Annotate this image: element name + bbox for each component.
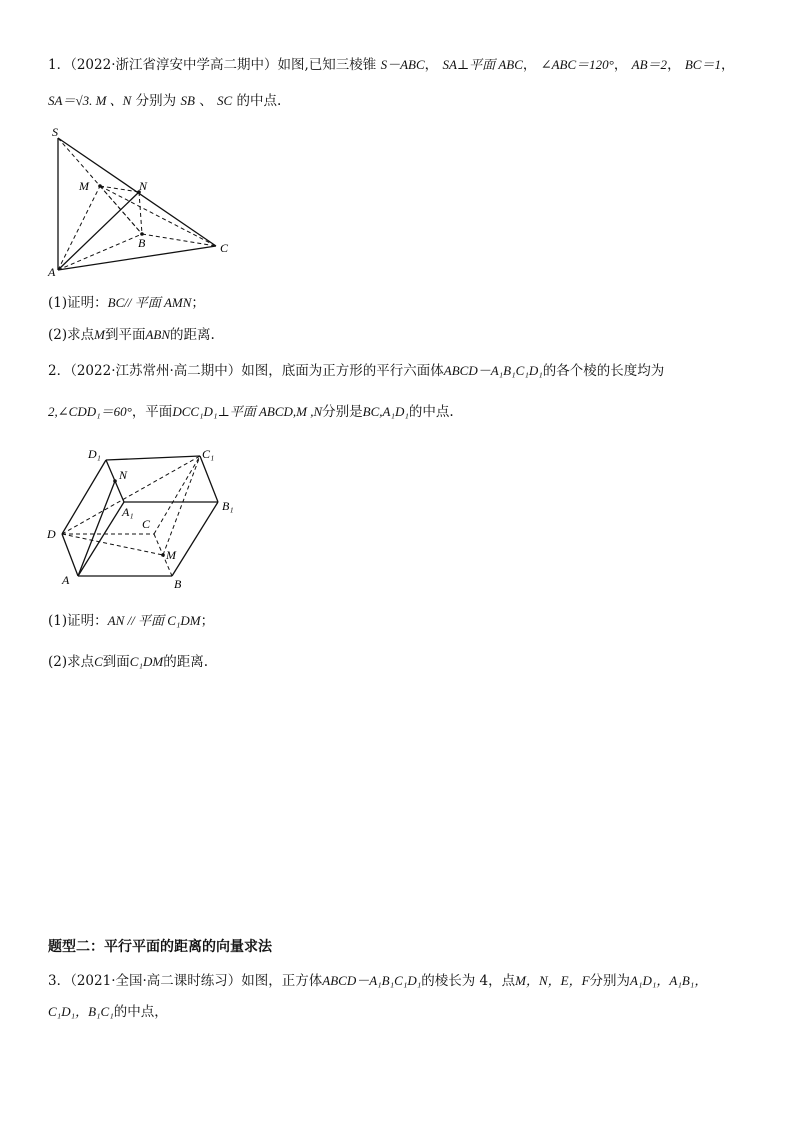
label-B2: B [174,577,182,591]
problem3-line2: C₁D₁，B₁C₁的中点， [48,1004,168,1020]
problem2-q2: (2)求点C到面C₁DM的距离. [48,654,209,670]
label-D1: D₁ [88,447,101,461]
parallelepiped-figure [42,440,252,595]
label-A2: A [62,573,70,587]
label-M: M [79,179,89,193]
section-title: 题型二：平行平面的距离的向量求法 [48,939,272,955]
label-C1: C₁ [202,447,215,461]
problem1-q2: (2)求点M到平面ABN的距离. [48,327,215,343]
problem3-line1: 3．（2021·全国·高二课时练习）如图，正方体ABCD－A₁B₁C₁D₁的棱长为 4，点M，N，E，F分别为A₁D₁，A₁B₁， [48,973,708,989]
problem2-q1: (1)证明：AN // 平面 C₁DM； [48,613,215,629]
problem1-q1: (1)证明：BC// 平面 AMN； [48,295,205,311]
label-A1: A₁ [122,505,134,519]
problem2-line2: 2,∠CDD₁＝60°，平面DCC₁D₁⊥平面 ABCD,M ,N分别是BC,A₁D₁的中点. [48,404,454,420]
label-C: C [220,241,229,255]
label-N: N [139,179,148,193]
label-A: A [48,265,56,279]
problem2-line1: 2．（2022·江苏常州·高二期中）如图，底面为正方形的平行六面体ABCD－A₁B₁C₁D₁的各个棱的长度均为 [48,363,665,379]
label-C2: C [142,517,151,531]
label-S: S [52,125,58,139]
label-M2: M [166,548,176,562]
label-B1: B₁ [222,499,234,513]
label-N2: N [119,468,128,482]
label-D: D [47,527,56,541]
label-B: B [138,236,146,250]
problem1-line1: 1．（2022·浙江省淳安中学高二期中）如图,已知三棱锥 S－ABC， SA⊥平面 ABC， ∠ABC＝120°， AB＝2， BC＝1， [48,57,735,73]
problem1-line2: SA＝√3. M 、N 分别为 SB 、 SC 的中点. [48,93,282,109]
pyramid-figure [44,124,244,284]
